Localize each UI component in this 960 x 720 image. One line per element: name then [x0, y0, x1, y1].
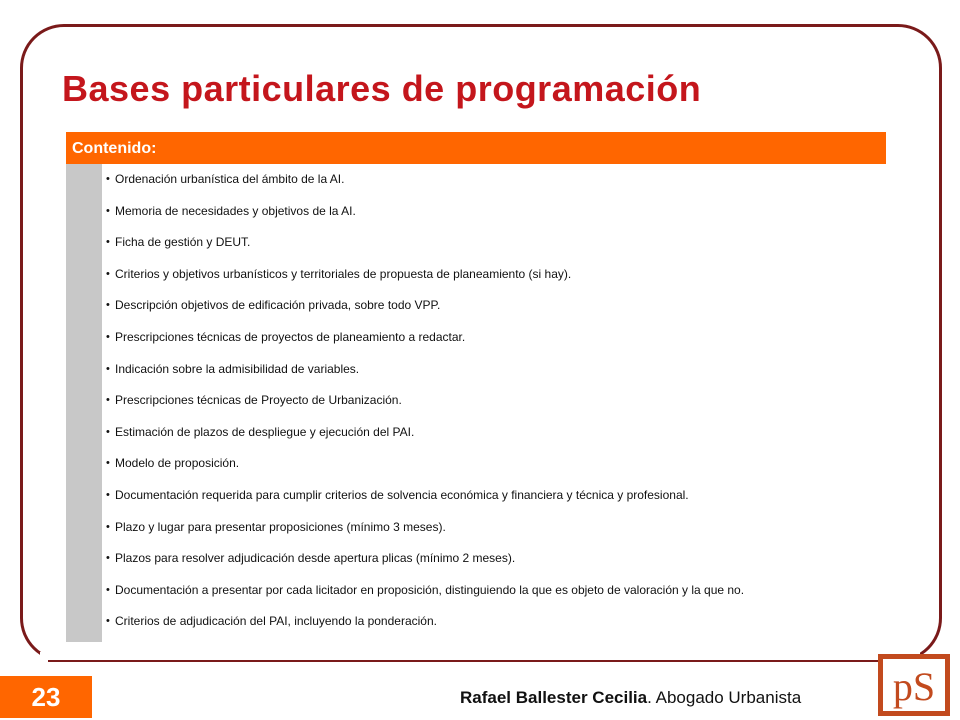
list-item-text: Plazo y lugar para presentar proposiciones (mínimo 3 meses).: [115, 519, 446, 534]
frame-bottom-line: [48, 660, 880, 662]
list-item-text: Indicación sobre la admisibilidad de variables.: [115, 361, 360, 376]
bullet-icon: •: [106, 267, 110, 280]
list-item-text: Estimación de plazos de despliegue y ejecución del PAI.: [115, 424, 415, 439]
bullet-icon: •: [106, 394, 110, 407]
frame-gap: [40, 652, 920, 666]
list-item: [102, 164, 886, 196]
bullet-icon: •: [106, 457, 110, 470]
list-item-text: Ficha de gestión y DEUT.: [115, 235, 251, 250]
list-item: [102, 322, 886, 354]
list-item: [102, 196, 886, 228]
ps-logo: [878, 654, 950, 716]
list-item-text: Prescripciones técnicas de proyectos de planeamiento a redactar.: [115, 329, 466, 344]
bullet-icon: •: [106, 330, 110, 343]
bullet-icon: •: [106, 204, 110, 217]
list-item-text: Criterios y objetivos urbanísticos y territoriales de propuesta de planeamiento (si hay).: [115, 266, 572, 281]
bullet-icon: •: [106, 615, 110, 628]
list-item-text: Documentación a presentar por cada licitador en proposición, distinguiendo la que es objeto de valoración y la que no.: [115, 582, 745, 597]
list-item: [102, 227, 886, 259]
list-item: [102, 448, 886, 480]
logo-text: pS: [892, 664, 936, 709]
list-item-text: Criterios de adjudicación del PAI, incluyendo la ponderación.: [115, 614, 437, 629]
content-table: [66, 132, 886, 642]
list-item: [102, 606, 886, 638]
bullet-icon: •: [106, 552, 110, 565]
author-title: . Abogado Urbanista: [647, 688, 802, 707]
content-list: [102, 164, 886, 642]
bullet-icon: •: [106, 362, 110, 375]
list-item-text: Ordenación urbanística del ámbito de la AI.: [115, 172, 345, 186]
bullet-icon: •: [106, 236, 110, 249]
list-item: [102, 385, 886, 417]
list-item: [102, 543, 886, 575]
list-item-text: Documentación requerida para cumplir criterios de solvencia económica y financiera y técnica y profesional.: [115, 487, 689, 502]
footer-author: [460, 688, 801, 708]
bullet-icon: •: [106, 425, 110, 438]
list-item-text: Plazos para resolver adjudicación desde apertura plicas (mínimo 2 meses).: [115, 551, 516, 566]
list-item-text: Prescripciones técnicas de Proyecto de Urbanización.: [115, 393, 402, 408]
bullet-icon: •: [106, 173, 110, 185]
gray-side-column: [66, 164, 102, 642]
bullet-icon: •: [106, 583, 110, 596]
slide-title: Bases particulares de programación: [62, 68, 702, 109]
list-item: [102, 575, 886, 607]
list-item-text: Descripción objetivos de edificación privada, sobre todo VPP.: [115, 298, 441, 313]
page-number: 23: [0, 676, 92, 718]
bullet-icon: •: [106, 299, 110, 312]
author-name: Rafael Ballester Cecilia: [460, 688, 648, 707]
list-item: [102, 417, 886, 449]
list-item: [102, 354, 886, 386]
content-header: Contenido:: [66, 132, 886, 164]
list-item: [102, 480, 886, 512]
list-item-text: Memoria de necesidades y objetivos de la AI.: [115, 203, 356, 218]
list-item: [102, 290, 886, 322]
list-item-text: Modelo de proposición.: [115, 456, 240, 471]
bullet-icon: •: [106, 520, 110, 533]
content-body: [66, 164, 886, 642]
bullet-icon: •: [106, 488, 110, 501]
list-item: [102, 512, 886, 544]
list-item: [102, 259, 886, 291]
